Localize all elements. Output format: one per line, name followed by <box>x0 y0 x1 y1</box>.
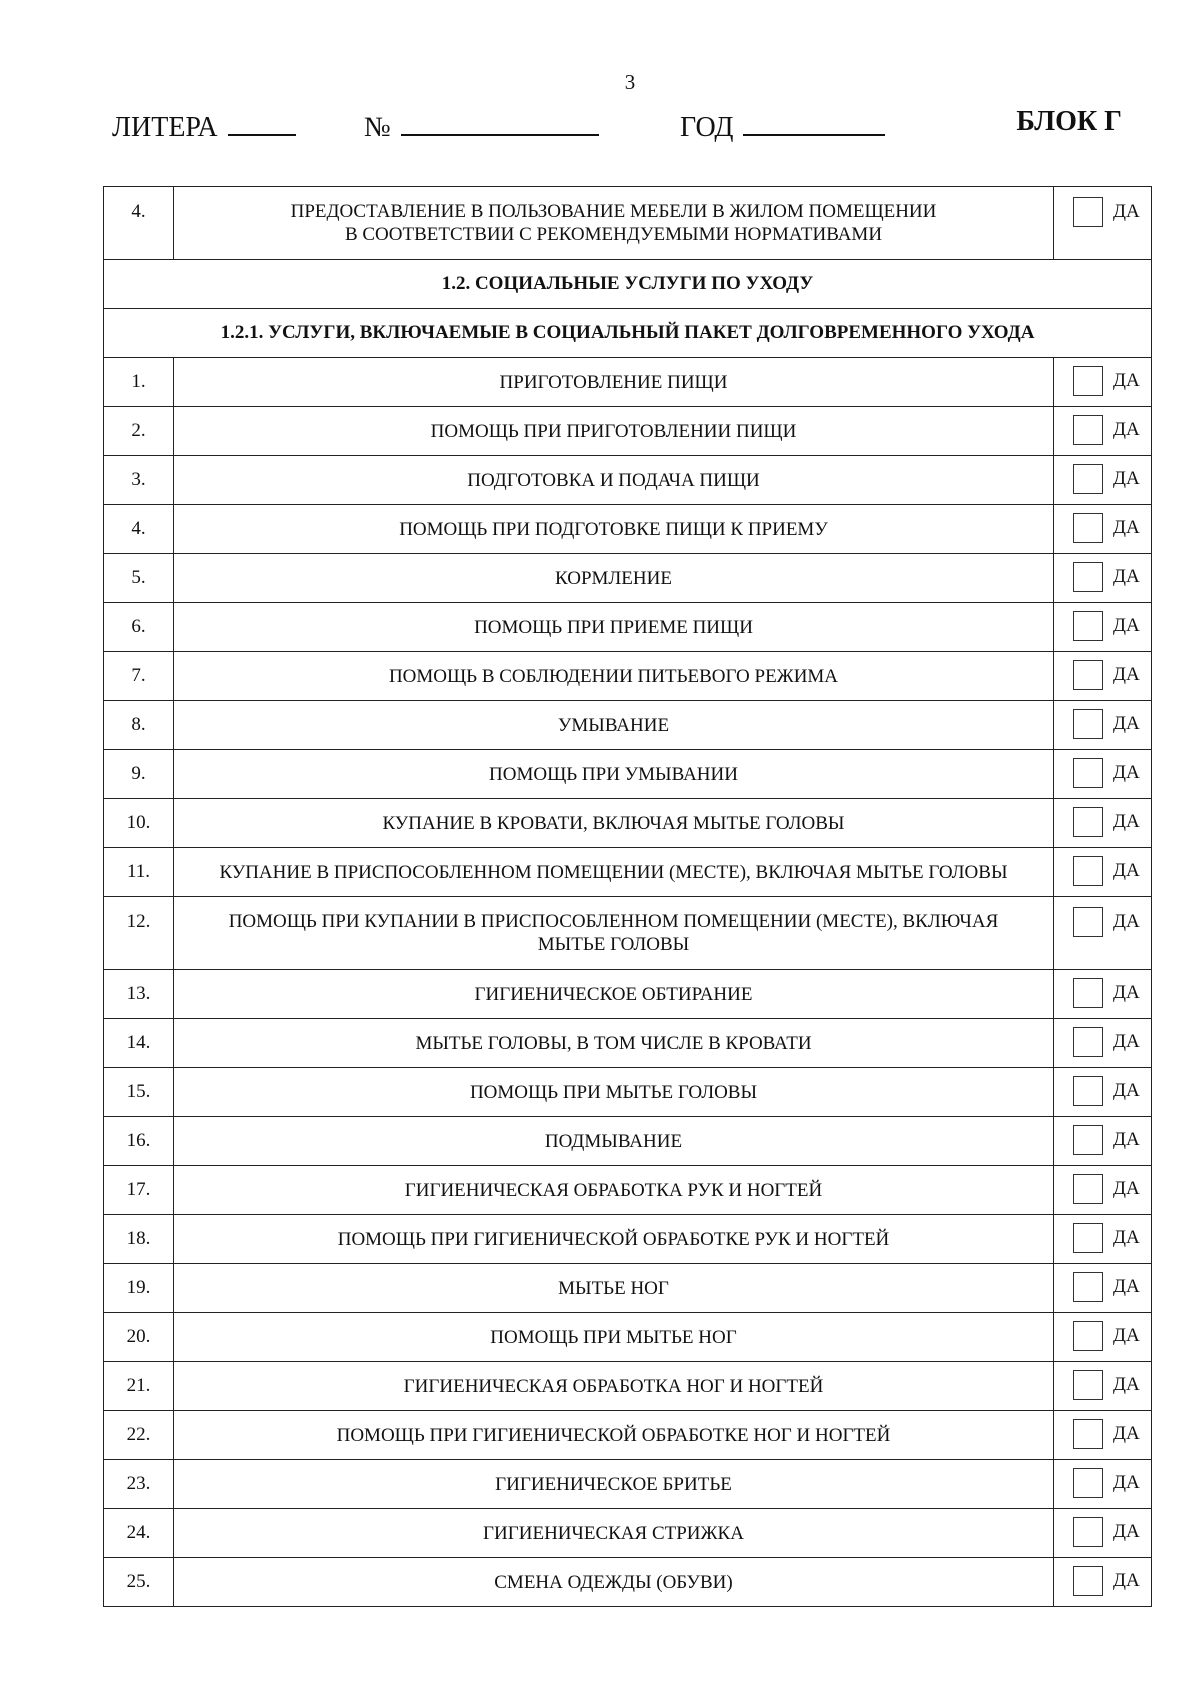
litera-field <box>112 106 296 144</box>
yes-label: ДА <box>1113 370 1140 391</box>
service-line-1: ГИГИЕНИЧЕСКАЯ ОБРАБОТКА РУК И НОГТЕЙ <box>404 1179 823 1201</box>
row-number: 15. <box>104 1068 174 1117</box>
service-line-1: КОРМЛЕНИЕ <box>555 567 672 589</box>
yes-label: ДА <box>1113 419 1140 440</box>
row-number: 25. <box>104 1558 174 1607</box>
yes-cell <box>1054 652 1152 701</box>
yes-checkbox[interactable] <box>1073 197 1103 227</box>
yes-label: ДА <box>1113 1129 1140 1150</box>
yes-cell <box>1054 1068 1152 1117</box>
section-title: 1.2. СОЦИАЛЬНЫЕ УСЛУГИ ПО УХОДУ <box>104 260 1152 309</box>
table-row <box>104 1411 1152 1460</box>
service-line-1: ПОМОЩЬ ПРИ КУПАНИИ В ПРИСПОСОБЛЕННОМ ПОМЕЩЕНИИ (МЕСТЕ), ВКЛЮЧАЯ <box>228 911 999 932</box>
yes-checkbox[interactable] <box>1073 709 1103 739</box>
service-name <box>174 1215 1054 1264</box>
yes-checkbox[interactable] <box>1073 1566 1103 1596</box>
service-name <box>174 358 1054 407</box>
yes-checkbox[interactable] <box>1073 856 1103 886</box>
table-row <box>104 750 1152 799</box>
yes-checkbox[interactable] <box>1073 1027 1103 1057</box>
row-number: 11. <box>104 848 174 897</box>
service-line-1: ПОМОЩЬ ПРИ МЫТЬЕ ГОЛОВЫ <box>469 1081 758 1103</box>
row-number: 23. <box>104 1460 174 1509</box>
yes-checkbox[interactable] <box>1073 660 1103 690</box>
row-number: 24. <box>104 1509 174 1558</box>
service-name <box>174 1264 1054 1313</box>
yes-label: ДА <box>1113 982 1140 1003</box>
yes-checkbox[interactable] <box>1073 366 1103 396</box>
table-row <box>104 505 1152 554</box>
service-line-1: ПОМОЩЬ ПРИ МЫТЬЕ НОГ <box>490 1326 737 1348</box>
table-row <box>104 1215 1152 1264</box>
yes-checkbox[interactable] <box>1073 1321 1103 1351</box>
yes-checkbox[interactable] <box>1073 758 1103 788</box>
service-line-2: МЫТЬЕ ГОЛОВЫ <box>537 934 690 955</box>
yes-label: ДА <box>1113 517 1140 538</box>
yes-label: ДА <box>1113 1276 1140 1297</box>
table-row <box>104 970 1152 1019</box>
service-name <box>174 799 1054 848</box>
yes-cell <box>1054 1215 1152 1264</box>
yes-label: ДА <box>1113 911 1140 932</box>
table-row <box>104 1313 1152 1362</box>
service-line-1: ГИГИЕНИЧЕСКАЯ СТРИЖКА <box>483 1522 744 1544</box>
service-name <box>174 1019 1054 1068</box>
yes-label: ДА <box>1113 1570 1140 1591</box>
yes-checkbox[interactable] <box>1073 1419 1103 1449</box>
row-number: 20. <box>104 1313 174 1362</box>
row-number: 6. <box>104 603 174 652</box>
service-name <box>174 750 1054 799</box>
service-name <box>174 897 1054 970</box>
table-row <box>104 701 1152 750</box>
service-name <box>174 970 1054 1019</box>
form-header <box>112 106 1122 146</box>
yes-checkbox[interactable] <box>1073 1223 1103 1253</box>
yes-checkbox[interactable] <box>1073 1468 1103 1498</box>
yes-cell <box>1054 1411 1152 1460</box>
yes-checkbox[interactable] <box>1073 513 1103 543</box>
yes-label: ДА <box>1113 1178 1140 1199</box>
row-number: 16. <box>104 1117 174 1166</box>
service-name <box>174 1068 1054 1117</box>
service-name <box>174 1411 1054 1460</box>
service-name <box>174 603 1054 652</box>
service-line-1: ПРИГОТОВЛЕНИЕ ПИЩИ <box>499 371 728 393</box>
service-line-1: ГИГИЕНИЧЕСКОЕ БРИТЬЕ <box>495 1473 732 1495</box>
table-row <box>104 799 1152 848</box>
yes-label: ДА <box>1113 1423 1140 1444</box>
page-number: 3 <box>624 70 636 94</box>
yes-label: ДА <box>1113 762 1140 783</box>
yes-cell <box>1054 750 1152 799</box>
yes-checkbox[interactable] <box>1073 1370 1103 1400</box>
yes-cell <box>1054 1313 1152 1362</box>
yes-cell <box>1054 701 1152 750</box>
yes-cell <box>1054 1264 1152 1313</box>
row-number: 12. <box>104 897 174 970</box>
service-line-1: ПОМОЩЬ В СОБЛЮДЕНИИ ПИТЬЕВОГО РЕЖИМА <box>388 665 839 687</box>
yes-label: ДА <box>1113 1521 1140 1542</box>
table-row <box>104 554 1152 603</box>
row-number: 18. <box>104 1215 174 1264</box>
row-number: 22. <box>104 1411 174 1460</box>
service-line-1: ПОДГОТОВКА И ПОДАЧА ПИЩИ <box>467 469 760 491</box>
yes-checkbox[interactable] <box>1073 1517 1103 1547</box>
yes-checkbox[interactable] <box>1073 1076 1103 1106</box>
service-name <box>174 554 1054 603</box>
row-number: 21. <box>104 1362 174 1411</box>
yes-label: ДА <box>1113 615 1140 636</box>
row-number: 7. <box>104 652 174 701</box>
service-name <box>174 407 1054 456</box>
yes-cell <box>1054 1362 1152 1411</box>
row-number: 19. <box>104 1264 174 1313</box>
yes-label: ДА <box>1113 1472 1140 1493</box>
yes-cell <box>1054 848 1152 897</box>
table-row <box>104 1362 1152 1411</box>
yes-checkbox[interactable] <box>1073 464 1103 494</box>
yes-cell <box>1054 1558 1152 1607</box>
row-number: 13. <box>104 970 174 1019</box>
yes-cell <box>1054 456 1152 505</box>
service-name <box>174 1313 1054 1362</box>
yes-checkbox[interactable] <box>1073 415 1103 445</box>
yes-checkbox[interactable] <box>1073 907 1103 937</box>
yes-label: ДА <box>1113 468 1140 489</box>
yes-label: ДА <box>1113 1080 1140 1101</box>
service-line-1: ПОМОЩЬ ПРИ ПОДГОТОВКЕ ПИЩИ К ПРИЕМУ <box>399 518 828 540</box>
service-name <box>174 652 1054 701</box>
table-row <box>104 407 1152 456</box>
table-row <box>104 1068 1152 1117</box>
service-line-1: ГИГИЕНИЧЕСКАЯ ОБРАБОТКА НОГ И НОГТЕЙ <box>403 1375 824 1397</box>
yes-cell <box>1054 505 1152 554</box>
yes-checkbox[interactable] <box>1073 1272 1103 1302</box>
yes-label: ДА <box>1113 1031 1140 1052</box>
table-row <box>104 1460 1152 1509</box>
row-number: 4. <box>104 187 174 260</box>
yes-cell <box>1054 187 1152 260</box>
service-line-1: ПОМОЩЬ ПРИ ПРИЕМЕ ПИЩИ <box>474 616 753 638</box>
service-name <box>174 505 1054 554</box>
service-line-1: СМЕНА ОДЕЖДЫ (ОБУВИ) <box>494 1571 733 1593</box>
table-row <box>104 1264 1152 1313</box>
row-number: 8. <box>104 701 174 750</box>
number-blank[interactable] <box>401 106 599 136</box>
number-label: № <box>364 112 391 143</box>
yes-cell <box>1054 1460 1152 1509</box>
service-line-1: КУПАНИЕ В ПРИСПОСОБЛЕННОМ ПОМЕЩЕНИИ (МЕСТЕ), ВКЛЮЧАЯ МЫТЬЕ ГОЛОВЫ <box>219 861 1008 883</box>
table-row <box>104 603 1152 652</box>
table-row <box>104 1166 1152 1215</box>
service-line-1: КУПАНИЕ В КРОВАТИ, ВКЛЮЧАЯ МЫТЬЕ ГОЛОВЫ <box>382 812 845 834</box>
service-name <box>174 1362 1054 1411</box>
yes-checkbox[interactable] <box>1073 807 1103 837</box>
service-line-1: ПОМОЩЬ ПРИ ПРИГОТОВЛЕНИИ ПИЩИ <box>430 420 797 442</box>
yes-label: ДА <box>1113 1227 1140 1248</box>
table-row <box>104 1509 1152 1558</box>
table-row <box>104 1117 1152 1166</box>
yes-label: ДА <box>1113 664 1140 685</box>
table-row <box>104 1558 1152 1607</box>
yes-label: ДА <box>1113 566 1140 587</box>
block-label: БЛОК Г <box>1016 106 1122 137</box>
service-line-1: ПРЕДОСТАВЛЕНИЕ В ПОЛЬЗОВАНИЕ МЕБЕЛИ В ЖИЛОМ ПОМЕЩЕНИИ <box>290 201 937 222</box>
litera-label: ЛИТЕРА <box>112 112 218 143</box>
table-row <box>104 652 1152 701</box>
yes-cell <box>1054 1166 1152 1215</box>
number-field <box>364 106 599 144</box>
yes-checkbox[interactable] <box>1073 1125 1103 1155</box>
table-row <box>104 1019 1152 1068</box>
yes-checkbox[interactable] <box>1073 1174 1103 1204</box>
service-line-1: УМЫВАНИЕ <box>557 714 670 736</box>
table-row <box>104 187 1152 260</box>
yes-label: ДА <box>1113 811 1140 832</box>
yes-checkbox[interactable] <box>1073 611 1103 641</box>
service-line-1: МЫТЬЕ ГОЛОВЫ, В ТОМ ЧИСЛЕ В КРОВАТИ <box>415 1032 812 1054</box>
service-name <box>174 187 1054 260</box>
row-number: 2. <box>104 407 174 456</box>
yes-label: ДА <box>1113 1374 1140 1395</box>
service-line-1: ПОМОЩЬ ПРИ ГИГИЕНИЧЕСКОЙ ОБРАБОТКЕ НОГ И НОГТЕЙ <box>336 1424 891 1446</box>
yes-cell <box>1054 799 1152 848</box>
service-name <box>174 701 1054 750</box>
yes-cell <box>1054 1019 1152 1068</box>
yes-cell <box>1054 1117 1152 1166</box>
service-name <box>174 1166 1054 1215</box>
service-name <box>174 848 1054 897</box>
subsection-header-row <box>104 309 1152 358</box>
yes-label: ДА <box>1113 713 1140 734</box>
service-line-1: ПОДМЫВАНИЕ <box>544 1130 683 1152</box>
yes-checkbox[interactable] <box>1073 978 1103 1008</box>
service-name <box>174 1558 1054 1607</box>
service-name <box>174 456 1054 505</box>
yes-cell <box>1054 407 1152 456</box>
service-line-1: ПОМОЩЬ ПРИ ГИГИЕНИЧЕСКОЙ ОБРАБОТКЕ РУК И НОГТЕЙ <box>337 1228 890 1250</box>
service-name <box>174 1509 1054 1558</box>
services-table <box>103 186 1152 1607</box>
yes-cell <box>1054 358 1152 407</box>
yes-cell <box>1054 554 1152 603</box>
service-line-1: ПОМОЩЬ ПРИ УМЫВАНИИ <box>489 763 738 785</box>
row-number: 5. <box>104 554 174 603</box>
row-number: 3. <box>104 456 174 505</box>
row-number: 1. <box>104 358 174 407</box>
table-row <box>104 897 1152 970</box>
table-row <box>104 456 1152 505</box>
service-line-1: МЫТЬЕ НОГ <box>558 1277 669 1299</box>
yes-label: ДА <box>1113 201 1140 222</box>
service-line-2: В СООТВЕТСТВИИ С РЕКОМЕНДУЕМЫМИ НОРМАТИВАМИ <box>344 224 883 245</box>
service-name <box>174 1117 1054 1166</box>
row-number: 4. <box>104 505 174 554</box>
year-label: ГОД <box>680 112 734 143</box>
litera-blank[interactable] <box>228 106 296 136</box>
service-name <box>174 1460 1054 1509</box>
subsection-title: 1.2.1. УСЛУГИ, ВКЛЮЧАЕМЫЕ В СОЦИАЛЬНЫЙ ПАКЕТ ДОЛГОВРЕМЕННОГО УХОДА <box>104 309 1152 358</box>
row-number: 14. <box>104 1019 174 1068</box>
row-number: 9. <box>104 750 174 799</box>
row-number: 10. <box>104 799 174 848</box>
row-number: 17. <box>104 1166 174 1215</box>
year-field <box>680 106 885 144</box>
yes-cell <box>1054 1509 1152 1558</box>
service-line-1: ГИГИЕНИЧЕСКОЕ ОБТИРАНИЕ <box>474 983 753 1005</box>
yes-label: ДА <box>1113 860 1140 881</box>
yes-cell <box>1054 897 1152 970</box>
year-blank[interactable] <box>743 106 885 136</box>
yes-cell <box>1054 603 1152 652</box>
yes-checkbox[interactable] <box>1073 562 1103 592</box>
yes-label: ДА <box>1113 1325 1140 1346</box>
yes-cell <box>1054 970 1152 1019</box>
table-row <box>104 358 1152 407</box>
table-row <box>104 848 1152 897</box>
section-header-row <box>104 260 1152 309</box>
